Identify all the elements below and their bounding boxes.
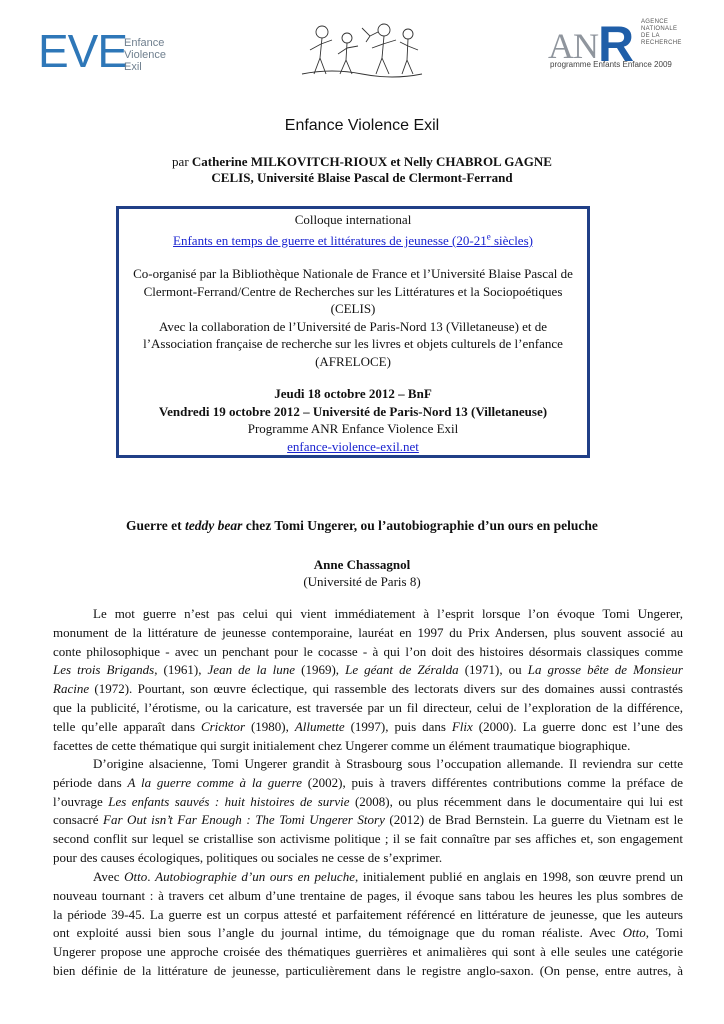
italic-segment: Allumette (294, 718, 345, 734)
paragraph-line (53, 718, 683, 737)
colloque-title-link[interactable] (173, 233, 533, 248)
organizer-line: (CELIS) (330, 301, 376, 316)
paragraph-line (53, 755, 683, 774)
colloque-header (125, 211, 581, 249)
text-segment: D’origine alsacienne, Tomi Ungerer grandit à Strasbourg sous l’occupation allemande. Il reviendra sur cette (93, 756, 683, 771)
paragraph-line (53, 661, 683, 680)
paragraph-line (53, 774, 683, 793)
article-title-end: chez Tomi Ungerer, ou l’autobiographie d’un ours en peluche (242, 518, 598, 533)
text-segment: ont exploité aussi bien sous l’angle du journal intime, du témoignage que du roman réaliste. Avec (53, 925, 623, 941)
text-segment: second conflit sur lequel se cristallise son activisme politique ; il se fait connaître par ses affiches et, son engagement (53, 831, 683, 847)
paragraph-line (53, 906, 683, 925)
text-segment: , (1961), (154, 662, 208, 678)
colloque-program: Programme ANR Enfance Violence Exil (247, 421, 459, 436)
colloque-website-link[interactable]: enfance-violence-exil.net (287, 438, 419, 454)
body-paragraph-1 (53, 605, 683, 755)
text-segment: (2002), puis à travers différentes contributions comme la préface de (301, 774, 683, 790)
text-segment: (2012) de Brad Bernstein. La guerre du Vietnam est le (384, 812, 684, 828)
text-segment: , initialement publié en anglais en 1998, son œuvre prend un (354, 869, 683, 884)
text-segment: période dans (53, 774, 128, 790)
eve-logo (38, 25, 188, 78)
article-title-start: Guerre et (126, 518, 186, 533)
text-segment: conte philosophique - avec un penchant pour le cocasse - à qui l’on doit des histoires désormais classiques comme (53, 643, 683, 659)
text-segment: , Tomi (645, 925, 683, 941)
anr-agency-line: RECHERCHE (641, 40, 682, 46)
colloque-date-2: Vendredi 19 octobre 2012 – Université de Paris-Nord 13 (Villetaneuse) (158, 403, 548, 419)
children-sketch-illustration (292, 18, 432, 78)
anr-logo-r: R (598, 16, 635, 72)
italic-segment: Jean de la lune (207, 662, 296, 678)
article-author: Anne Chassagnol (313, 557, 411, 572)
anr-agency-line: AGENCE (641, 19, 669, 25)
paragraph-line (53, 962, 683, 981)
paragraph-line (53, 624, 683, 643)
text-segment: que la publicité, l’érotisme, ou la caricature, est traversée par un fil directeur, celui de l’exploration de la différence, (53, 699, 683, 715)
authors-institution: CELIS, Université Blaise Pascal de Clermont-Ferrand (211, 170, 513, 185)
italic-segment: Autobiographie d’un ours en peluche (155, 869, 355, 884)
anr-agency-line: NATIONALE (641, 26, 678, 32)
colloque-heading: Colloque international (294, 212, 412, 227)
eve-logo-letters: EVE (38, 25, 128, 77)
italic-segment: Far Out isn’t Far Enough : The Tomi Ungerer Story (103, 812, 385, 828)
body-paragraph-3 (53, 868, 683, 981)
paragraph-line (53, 943, 683, 962)
text-segment: consacré (53, 812, 104, 828)
article-affiliation: (Université de Paris 8) (303, 574, 421, 589)
text-segment: (2008), ou plus récemment dans le documentaire qui lui est (349, 793, 684, 809)
colloque-info-box (116, 206, 590, 458)
document-title: Enfance Violence Exil (284, 117, 440, 134)
paragraph-line (53, 887, 683, 906)
text-segment: . (147, 869, 156, 884)
eve-word: Exil (124, 61, 142, 73)
text-segment: (1969), (295, 662, 346, 678)
colloque-organizers (125, 265, 581, 370)
eve-logo-words (124, 37, 166, 73)
text-segment: bien définie de la littérature de jeunesse, particulièrement dans le registre anglo-saxon. (On pense, entre autres, à (53, 962, 683, 978)
paragraph-line (53, 924, 683, 943)
text-segment: Le mot guerre n’est pas celui qui vient immédiatement à l’esprit lorsque l’on évoque Tomi Ungerer, (93, 606, 683, 621)
italic-segment: La grosse bête de Monsieur (527, 662, 683, 678)
text-segment: (1971), ou (458, 662, 528, 678)
colloque-link-text-end: siècles) (490, 232, 533, 248)
colloque-link-sup: e (486, 231, 491, 242)
italic-segment: Racine (53, 681, 90, 697)
text-segment: Ungerer propose une approche croisée des thématiques guerrières et animalières qui sont à elle seules une catégorie (53, 944, 683, 960)
colloque-date-1: Jeudi 18 octobre 2012 – BnF (274, 386, 432, 401)
text-segment: la période 39-45. La guerre est un corpus attesté et parfaitement référencé en littérature de jeunesse, que les auteurs (53, 906, 683, 922)
italic-segment: Les enfants sauvés : huit histoires de survie (108, 793, 350, 809)
italic-segment: Otto (124, 869, 148, 884)
paragraph-line (53, 793, 683, 812)
text-segment: Avec (93, 869, 125, 884)
paragraph-line (53, 811, 683, 830)
colloque-dates (125, 385, 581, 455)
paragraph-line (53, 830, 683, 849)
anr-logo (548, 17, 688, 77)
organizer-line: Avec la collaboration de l’Université de Paris-Nord 13 (Villetaneuse) et de (158, 318, 548, 334)
article-title-italic: teddy bear (185, 518, 243, 533)
eve-word: Enfance (124, 37, 165, 49)
authors-prefix: par (172, 154, 192, 169)
text-segment: facettes de cette thématique qui surgit initialement chez Ungerer comme un élément traumatique biographique. (53, 737, 631, 753)
paragraph-line (53, 737, 683, 756)
text-segment: (1980), (245, 718, 295, 734)
italic-segment: Otto (622, 925, 646, 941)
paragraph-line (53, 699, 683, 718)
text-segment: (1972). Pourtant, son œuvre éclectique, qui rassemble des lectorats divers sur des domaines aussi contrastés (89, 681, 683, 697)
anr-agency-line: DE LA (641, 33, 660, 39)
italic-segment: Cricktor (200, 718, 246, 734)
anr-logo-an: AN (548, 26, 598, 66)
article-title (0, 518, 724, 534)
body-paragraph-2 (53, 755, 683, 868)
organizer-line: l’Association française de recherche sur les livres et objets culturels de l’enfance (143, 336, 563, 351)
organizer-line: Clermont-Ferrand/Centre de Recherches sur les Littératures et la Sociopoétiques (143, 283, 563, 299)
paragraph-line (53, 680, 683, 699)
anr-agency-text (641, 19, 682, 47)
colloque-link-text: Enfants en temps de guerre et littératures de jeunesse (20-21 (173, 232, 487, 248)
italic-segment: Le géant de Zéralda (345, 662, 459, 678)
eve-word: Violence (124, 49, 166, 61)
text-segment: pour des causes écologiques, politiques ou sociales ne cesse de s’exprimer. (53, 849, 443, 865)
paragraph-line (53, 643, 683, 662)
paragraph-line (53, 868, 683, 887)
paragraph-line (53, 849, 683, 868)
organizer-line: Co-organisé par la Bibliothèque Nationale de France et l’Université Blaise Pascal de (133, 266, 573, 281)
italic-segment: Flix (451, 718, 473, 734)
authors-names: Catherine MILKOVITCH-RIOUX et Nelly CHABROL GAGNE (191, 154, 552, 169)
text-segment: nouveau tournant : à travers cet album d’une trentaine de pages, il évoque sans tabou les heures les plus sombres de (53, 887, 683, 903)
paragraph-line (53, 605, 683, 624)
anr-program-label: programme Enfants Enfance 2009 (550, 60, 672, 69)
text-segment: telle qu’elle apparaît dans (53, 718, 201, 734)
authors-block (130, 154, 594, 186)
organizer-line: (AFRELOCE) (315, 353, 391, 369)
italic-segment: Les trois Brigands (53, 662, 155, 678)
italic-segment: A la guerre comme à la guerre (127, 774, 302, 790)
text-segment: (2000). La guerre donc est l’une des (472, 718, 683, 734)
text-segment: l’ouvrage (53, 793, 109, 809)
text-segment: (1997), puis dans (344, 718, 452, 734)
text-segment: monument de la littérature de jeunesse contemporaine, lauréat en 1997 du Prix Andersen, plus souvent associé au (53, 624, 683, 640)
